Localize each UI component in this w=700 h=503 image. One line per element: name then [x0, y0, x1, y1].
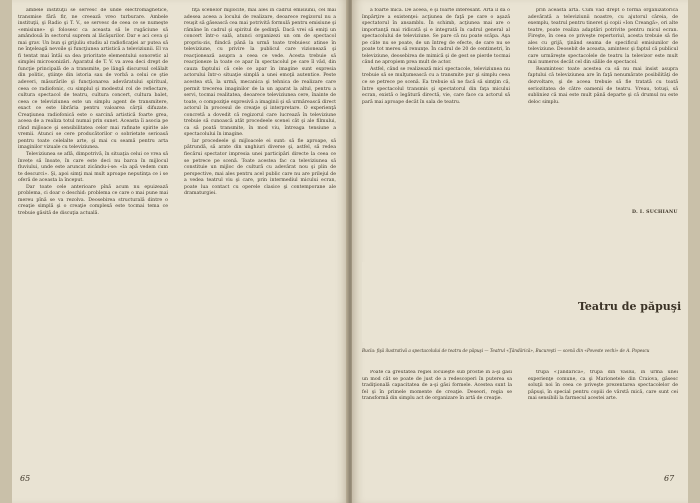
- left-page-edge: [0, 0, 12, 503]
- author-signature: D. I. SUCHIANU: [632, 210, 678, 215]
- paragraph: Poate că greutatea regiei locuieşte sub prostie în a-şi găsi un mod cât se poate de just de a redescoperi în puterea sa tradiţională capacitatea de a-şi găsi formele. Acestea sunt la fel şi în primele momente de creaţie. Deseori, regia se transformă din simplu act de organizare în artă de creaţie.: [362, 370, 512, 402]
- right-page-column-1: [362, 8, 510, 261]
- paragraph: Iar procedeele şi mijloacele ei sunt: să fie aproape, să pătrundă, să arate din unghiuri diverse şi, astfel, să redea fiecărui spectator impresia unei participări directe la ceea ce se petrece pe scenă. Toate acestea fac ca televiziunea să constituie un mijloc de cultură cu adevărat nou şi plin de perspective, mai ales pentru acel public care nu are prilejul de a vedea teatrul viu şi care, prin intermediul micului ecran, poate lua contact cu operele clasice şi contemporane ale dramaturgiei.: [184, 138, 336, 197]
- right-page-edge: [688, 0, 700, 503]
- paragraph: fiţa scenelor mijlocite, mai ales în cadrul emisiunii, cel mai adesea aceea a locului de realizare, deoarece regizorul nu a reuşit să găsească cea mai potrivită formulă pentru emisiune şi rămâne în cadrul şi spiritul de şedinţă. Dacă vrei să emiţi un concert într-o sală, atunci organizezi un om de spectacol propriu-zis, fiindcă până la urmă toate trebuiesc atinse în televiziune, cu privire la publicul care vizionează şi reacţionează asupra a ceea ce vede. Acesta trebuie să reacţioneze la toate ce apar în spectacolul pe care îl văd, din cauza faptului că cele ce apar în imagine sunt expresia actorului într-o situaţie simplă a unei emoţii autentice. Peste acestea stă, la urmă, mecanica şi tehnica de realizare care permit trecerea imaginilor de la un aparat la altul, pentru a servi, tocmai realitatea, deoarece televiziunea cere, înainte de toate, o compoziţie expresivă a imaginii şi să urmărească direct actorul în procesul de creaţie şi interpretare. O experienţă concretă a dovedit că regizorul care lucrează în televiziune trebuie să cunoască atât procedeele scenei cât şi ale filmului, ca să poată transmite, în mod viu, întreaga tensiune a spectacolului în imagine.: [184, 8, 336, 138]
- right-page-column-2: [528, 8, 678, 204]
- right-page-bottom-column-1: [362, 370, 512, 470]
- paragraph: a foarte mică. De aceea, e şi foarte interesant. Arta îl dă o împărţire a existenţei: acţiunea de faţă pe care o aşază spectatorul în ansamblu. În schimb, acţiunea mai are o importanţă mai ridicată şi e integrată în cadrul general al spectacolului de televiziune. Se pare că nu poate scăpa. Aşa pe câte nu se poate, de un întreg de efecte, de care nu se poate tot mereu să renunţe. În cadrul de 20 de centimetri, în televiziune, deosebirea de mimică şi de gest se pierde tocmai când ne apropiem prea mult de actor.: [362, 8, 510, 66]
- section-title: Teatru de păpuşi: [578, 300, 682, 313]
- paragraph: prin această artă. Cum văd drept o formă organizatorică adevărată a televiziunii noastre, cu ajutorul căreia, de exemplu, teatrul pentru tineret şi copii «Ion Creangă», ori alte teatre, poate realiza adaptări potrivite pentru micul ecran. Fireşte, în ceea ce priveşte repertoriul, acesta trebuie să fie ales cu grijă, ţinând seama de specificul emisiunilor de televiziune. Deosebit de aceasta, amintesc şi faptul că publicul care urmăreşte spectacolele de teatru la televizor este mult mai numeros decât cel din sălile de spectacol.: [528, 8, 678, 66]
- paragraph: Televiziunea se află, dimpotrivă, în situaţia celui ce vrea să învețe să înoate, în care este deci nu barca în mijlocul fluviului, unde este aruncat zicându-i-se: «la apă vedem cum te descurci». Şi, apoi simţi mai mult aproape neputinţa ce i se oferă de aceasta la început.: [18, 152, 168, 184]
- paragraph: ambele instituţii se servesc de unde electromagnetice, transmise fără fir, ne creează vreo turburare. Ambele instituţii, şi Radio şi T. V., se servesc de ceea ce se numeşte «emisiune» şi folosesc ca aceasta să le rugăciune să amândouă în sectorul suprem al lăcăşurilor. Dar e aci ceva şi mai grav. Un bun şi grijuliu studiu al radioficaţiei ar putea să ne înţeleagă nevoile şi funcţiunea artistică a televiziunii. El va fi tentat mai întâi sa dea prioritate elementului sonoretic al simplei microsonizări. Aparatul de T. V. va avea deci drept de funcţie principală de a transmite, pe lângă discursul celălalt din politic, ştiinţe din istoria sau de vorbă a celui ce ştie adeveri, măsurările şi funcţionarea adevăratului spiritual, ceea ce radiofonic, cu simplul şi modestul rol de reflectare, cultura spectacol de teatru, cultura concert, cultura balet, ceea ce televiziunea este un simplu agent de transmitere, exact ce este librăria pentru valoarea cărţii difuzate. Creaţiunea radiofonică este o sarcină artistică foarte grea, aceea de a realiza totul numai prin sunet. Aceasta îi asocia pe rând mijloace şi sensibilitatea celor mai rafinate spirite ale vremii. Atunci se cere producătorilor o sobrietate serioasă pentru toate celelalte arte, şi mai cu seamă pentru arta imaginilor vizuale cu televiziunea.: [18, 8, 168, 151]
- paragraph: trupa «Ţăndărică», trupa din Vaslui, în urma unei experienţe comune, ca şi Marionetele din Craiova, găsesc soluţii noi în ceea ce priveşte prezentarea spectacolelor de păpuşi, în special pentru copiii de vârstă mică, care sunt cei mai sensibili la farmecul acestei arte.: [528, 370, 678, 402]
- paragraph: Dar toate cele anterioare pînă acum nu epuizează problema, ci doar o deschid: problema ce care o mai pune mai mereu pînă se va rezolva. Deosebirea structurală dintre o creaţie simplă şi o creaţie complexă este tocmai tema ce trebuie găsită de discuţia actuală.: [18, 184, 168, 216]
- left-page-column-1: [18, 8, 168, 470]
- paragraph: Reamintesc toate acestea ca să nu mai insist asupra faptului că televiziunea are în faţă nenumărate posibilităţi de dezvoltare, şi de aceea trebuie să fie tratată cu toată seriozitatea de către oamenii de teatru. Vreau, totuşi, să subliniez că mai este mult până departe şi că drumul nu este deloc simplu.: [528, 66, 678, 105]
- image-caption: Bucla: fişă ilustrativă a spectacolului de teatru de păpuşi — Teatrul «Ţăndărică», Bucureşti — scenă din «Poveste vechi» de A. Popescu: [362, 348, 650, 353]
- right-page: [352, 0, 688, 503]
- left-page: [12, 0, 348, 503]
- paragraph: Astfel, când se realizează mici spectacole, televiziunea nu trebuie să se mulţumească cu a transmite pur şi simplu ceea ce se petrece pe scenă. Ea trebuie să ne facă să simţim că, între spectacolul transmis şi spectatorul din faţa micului ecran, există o legătură directă, vie, care face ca actorul să pară mai aproape decât în sala de teatru.: [362, 66, 510, 105]
- left-page-column-2: [184, 8, 336, 470]
- page-number: 67: [664, 474, 675, 483]
- right-page-bottom-column-2: [528, 370, 678, 470]
- illustration-area: [362, 262, 552, 342]
- page-number: 65: [20, 474, 31, 483]
